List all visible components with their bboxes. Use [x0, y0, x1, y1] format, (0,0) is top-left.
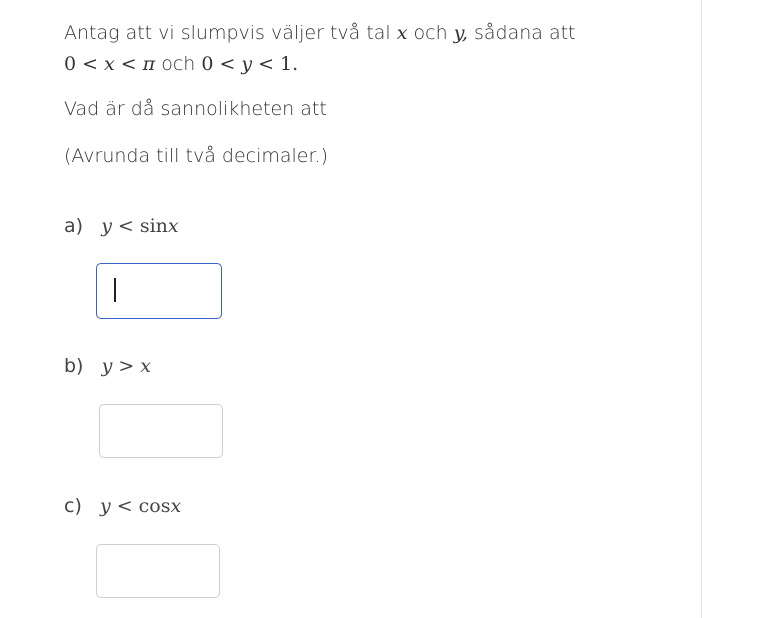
part-b-label: b) — [64, 355, 84, 377]
part-c-arg: x — [170, 495, 182, 517]
part-b-op: > — [118, 355, 135, 377]
var-y: y, — [453, 22, 468, 44]
math-lt: < — [82, 53, 99, 75]
answer-input-c[interactable] — [96, 544, 220, 598]
math-x: x — [104, 53, 115, 75]
part-c-op: < — [116, 495, 133, 517]
math-pi: π — [142, 53, 156, 75]
math-y: y — [241, 53, 253, 75]
intro-text-end: sådana att — [473, 22, 576, 44]
answer-input-b[interactable] — [99, 404, 223, 458]
math-one: 1. — [280, 53, 299, 75]
intro-line-2 — [64, 50, 298, 78]
part-c-label: c) — [64, 495, 82, 517]
part-b-arg: x — [140, 355, 151, 377]
part-b-var: y — [101, 355, 113, 377]
question-text: Vad är då sannolikheten att — [64, 98, 327, 120]
var-x: x — [396, 22, 408, 44]
math-lt: < — [219, 53, 236, 75]
rounding-note: (Avrunda till två decimaler.) — [64, 145, 328, 167]
part-c — [64, 492, 181, 520]
part-a-fn: sin — [139, 215, 168, 237]
part-a-label: a) — [64, 215, 84, 237]
math-zero: 0 — [64, 53, 77, 75]
intro-text-start: Antag att vi slumpvis väljer två tal — [64, 22, 391, 44]
part-b — [64, 352, 151, 380]
math-lt: < — [258, 53, 275, 75]
panel-divider — [701, 0, 702, 618]
math-lt: < — [120, 53, 137, 75]
part-c-fn: cos — [138, 495, 171, 517]
text-caret — [114, 278, 116, 302]
part-a-op: < — [117, 215, 134, 237]
part-a-arg: x — [167, 215, 179, 237]
intro-och-2: och — [161, 53, 196, 75]
part-a — [64, 212, 179, 240]
intro-line-1 — [64, 19, 576, 47]
math-zero: 0 — [201, 53, 214, 75]
intro-och: och — [413, 22, 448, 44]
part-a-var: y — [101, 215, 112, 237]
part-c-var: y — [99, 495, 111, 517]
